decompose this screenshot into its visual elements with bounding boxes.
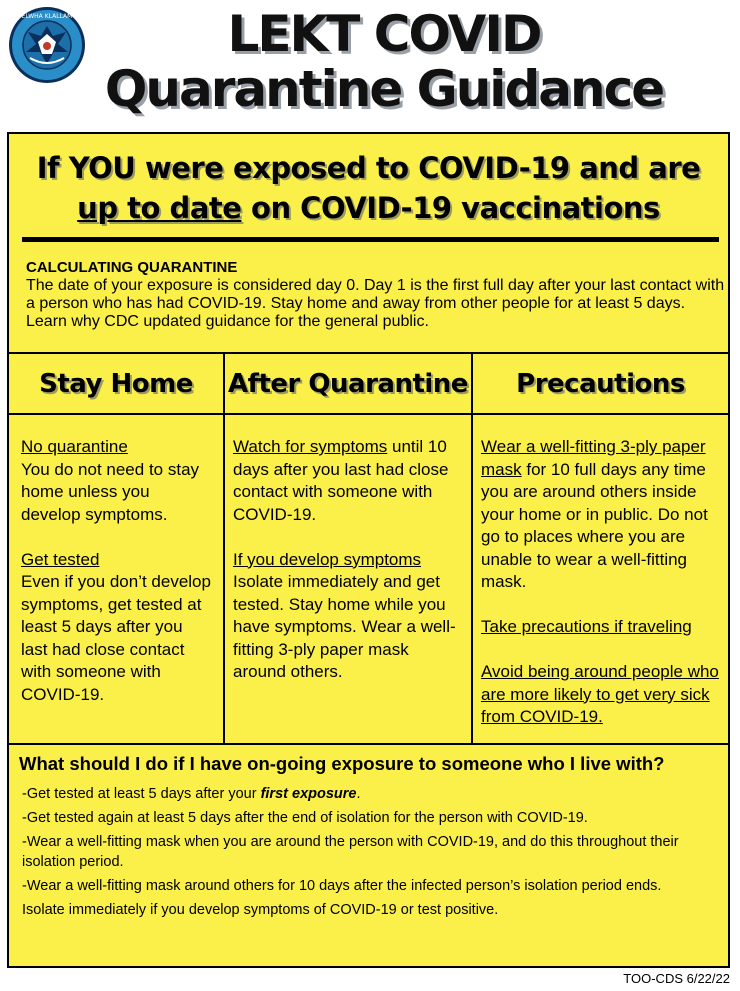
stay-home-column	[21, 436, 211, 729]
column-heading-stay-home: Stay Home	[39, 369, 193, 399]
get-tested-block	[21, 549, 211, 707]
develop-symptoms-block	[233, 549, 463, 684]
watch-symptoms-text: until 10 days after you last had close contact with someone with COVID-19.	[233, 437, 449, 524]
column-heading-after-quarantine: After Quarantine	[228, 369, 468, 399]
headline-underlined: up to date	[77, 191, 242, 225]
ongoing-item: -Get tested again at least 5 days after the end of isolation for the person with COVID-19.	[22, 810, 588, 826]
traveling-block	[481, 616, 725, 639]
develop-symptoms-link[interactable]: If you develop symptoms	[233, 549, 422, 569]
wear-mask-link[interactable]: Wear a well-fitting 3-ply paper mask	[481, 437, 706, 479]
document-code: TOO-CDS 6/22/22	[623, 971, 730, 986]
headline	[9, 148, 728, 228]
page-title-line2: Quarantine Guidance	[104, 60, 664, 118]
ongoing-item: -Wear a well-fitting mask when you are around the person with COVID-19, and do this throughout their isolation period.	[22, 834, 679, 870]
wear-mask-block	[481, 436, 725, 594]
ongoing-item1-pre: -Get tested at least 5 days after your	[22, 786, 261, 802]
headline-line2	[9, 188, 728, 228]
page-title-line1: LEKT COVID	[227, 5, 541, 63]
ongoing-exposure-list	[22, 784, 722, 924]
headline-divider	[22, 237, 719, 242]
wear-mask-text: for 10 full days any time you are around others inside your home or in public. Do not go to places where you are unable to wear a well-fitting mask.	[481, 459, 708, 591]
calculating-body: The date of your exposure is considered day 0. Day 1 is the first full day after your last contact with a person who has had COVID-19. Stay home and away from other people for at least 5 days. Learn why CDC updated guidance for the general public.	[26, 277, 725, 330]
get-tested-link[interactable]: Get tested	[21, 549, 100, 569]
no-quarantine-text: You do not need to stay home unless you develop symptoms.	[21, 459, 200, 524]
ongoing-item	[22, 784, 722, 804]
headline-line1: If YOU were exposed to COVID-19 and are	[36, 151, 701, 185]
ongoing-item: Isolate immediately if you develop symptoms of COVID-19 or test positive.	[22, 902, 499, 918]
ongoing-item1-post: .	[356, 786, 361, 802]
calculating-title: CALCULATING QUARANTINE	[26, 259, 238, 276]
tribal-seal-logo	[8, 6, 86, 84]
precautions-column	[481, 436, 725, 751]
avoid-people-block	[481, 661, 725, 729]
no-quarantine-link[interactable]: No quarantine	[21, 437, 128, 456]
svg-text:ELWHA KLALLAM: ELWHA KLALLAM	[21, 13, 73, 20]
after-quarantine-column	[233, 436, 463, 706]
column-heading-precautions: Precautions	[516, 369, 685, 399]
guidance-panel	[7, 132, 730, 968]
calculating-section	[26, 259, 726, 331]
no-quarantine-block	[21, 436, 211, 526]
watch-symptoms-link[interactable]: Watch for symptoms	[233, 437, 388, 456]
traveling-link[interactable]: Take precautions if traveling	[481, 617, 692, 636]
develop-symptoms-text: Isolate immediately and get tested. Stay home while you have symptoms. Wear a well-fitting 3-ply paper mask around others.	[233, 572, 456, 681]
tribal-seal-icon	[8, 6, 86, 84]
avoid-people-link[interactable]: Avoid being around people who are more likely to get very sick from COVID-19.	[481, 662, 719, 726]
ongoing-item: -Wear a well-fitting mask around others for 10 days after the infected person’s isolation period ends.	[22, 878, 662, 894]
watch-symptoms-block	[233, 436, 463, 526]
ongoing-exposure-title: What should I do if I have on-going exposure to someone who I live with?	[19, 753, 665, 774]
headline-line2-rest: on COVID-19 vaccinations	[241, 191, 660, 225]
get-tested-text: Even if you don’t develop symptoms, get tested at least 5 days after you last had close contact with someone with COVID-19.	[21, 572, 211, 704]
first-exposure-emphasis: first exposure	[260, 786, 357, 802]
